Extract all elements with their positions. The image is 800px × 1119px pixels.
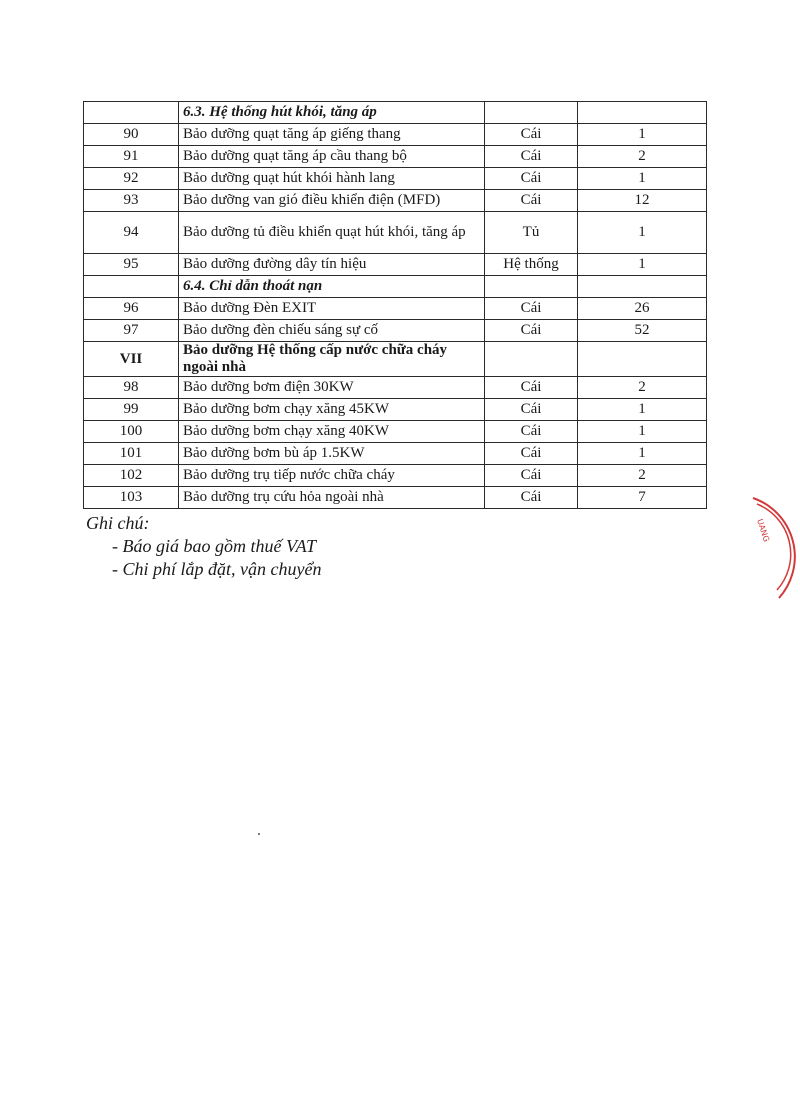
unit-cell: Tủ (485, 212, 578, 254)
table-row (84, 168, 707, 190)
note-item: - Chi phí lắp đặt, vận chuyển (112, 559, 322, 579)
quantity-cell: 1 (578, 421, 707, 443)
row-number-cell: 91 (84, 146, 179, 168)
item-name-cell: 6.3. Hệ thống hút khói, tăng áp (179, 102, 485, 124)
row-number-cell: VII (84, 342, 179, 377)
row-number-cell: 93 (84, 190, 179, 212)
table-row (84, 465, 707, 487)
company-stamp (735, 490, 800, 608)
unit-cell: Cái (485, 124, 578, 146)
row-number-cell: 96 (84, 298, 179, 320)
table-row (84, 212, 707, 254)
quantity-cell: 1 (578, 443, 707, 465)
unit-cell: Cái (485, 190, 578, 212)
item-name-cell: Bảo dưỡng quạt hút khói hành lang (179, 168, 485, 190)
quantity-cell: 2 (578, 146, 707, 168)
unit-cell: Cái (485, 377, 578, 399)
row-number-cell: 103 (84, 487, 179, 509)
row-number-cell: 98 (84, 377, 179, 399)
unit-cell: Hệ thống (485, 254, 578, 276)
unit-cell (485, 342, 578, 377)
unit-cell: Cái (485, 168, 578, 190)
notes-heading: Ghi chú: (86, 513, 150, 533)
quantity-cell: 7 (578, 487, 707, 509)
table-row (84, 421, 707, 443)
item-name-cell: Bảo dưỡng bơm điện 30KW (179, 377, 485, 399)
item-name-cell: 6.4. Chỉ dẫn thoát nạn (179, 276, 485, 298)
item-name-cell: Bảo dưỡng Hệ thống cấp nước chữa cháy ngoài nhà (179, 342, 485, 377)
quantity-cell: 1 (578, 399, 707, 421)
row-number-cell (84, 102, 179, 124)
table-row (84, 190, 707, 212)
item-name-cell: Bảo dưỡng quạt tăng áp giếng thang (179, 124, 485, 146)
row-number-cell: 101 (84, 443, 179, 465)
item-name-cell: Bảo dưỡng bơm chạy xăng 45KW (179, 399, 485, 421)
item-name-cell: Bảo dưỡng bơm chạy xăng 40KW (179, 421, 485, 443)
quantity-cell: 1 (578, 168, 707, 190)
table-row (84, 254, 707, 276)
unit-cell: Cái (485, 399, 578, 421)
table-row (84, 377, 707, 399)
section-row (84, 102, 707, 124)
unit-cell: Cái (485, 298, 578, 320)
quantity-cell: 26 (578, 298, 707, 320)
table-row (84, 443, 707, 465)
scan-speck (258, 833, 260, 835)
unit-cell: Cái (485, 465, 578, 487)
table-row (84, 399, 707, 421)
row-number-cell (84, 276, 179, 298)
quotation-table (83, 101, 707, 509)
quantity-cell: 2 (578, 465, 707, 487)
item-name-cell: Bảo dưỡng Đèn EXIT (179, 298, 485, 320)
unit-cell: Cái (485, 443, 578, 465)
row-number-cell: 97 (84, 320, 179, 342)
item-name-cell: Bảo dưỡng trụ cứu hỏa ngoài nhà (179, 487, 485, 509)
section-row (84, 276, 707, 298)
item-name-cell: Bảo dưỡng quạt tăng áp cầu thang bộ (179, 146, 485, 168)
quantity-cell (578, 102, 707, 124)
item-name-cell: Bảo dưỡng đường dây tín hiệu (179, 254, 485, 276)
quantity-cell (578, 276, 707, 298)
quantity-cell: 1 (578, 212, 707, 254)
quantity-cell (578, 342, 707, 377)
svg-text:UANG: UANG (755, 517, 771, 543)
quantity-cell: 52 (578, 320, 707, 342)
row-number-cell: 100 (84, 421, 179, 443)
item-name-cell: Bảo dưỡng tủ điều khiển quạt hút khói, tăng áp (179, 212, 485, 254)
unit-cell (485, 276, 578, 298)
table-row (84, 146, 707, 168)
item-name-cell: Bảo dưỡng đèn chiếu sáng sự cố (179, 320, 485, 342)
unit-cell: Cái (485, 487, 578, 509)
row-number-cell: 90 (84, 124, 179, 146)
quantity-cell: 12 (578, 190, 707, 212)
row-number-cell: 95 (84, 254, 179, 276)
row-number-cell: 102 (84, 465, 179, 487)
quantity-cell: 2 (578, 377, 707, 399)
unit-cell: Cái (485, 320, 578, 342)
quantity-cell: 1 (578, 254, 707, 276)
table-row (84, 320, 707, 342)
item-name-cell: Bảo dưỡng trụ tiếp nước chữa cháy (179, 465, 485, 487)
table-row (84, 298, 707, 320)
major-section-row (84, 342, 707, 377)
table-row (84, 124, 707, 146)
row-number-cell: 99 (84, 399, 179, 421)
item-name-cell: Bảo dưỡng bơm bù áp 1.5KW (179, 443, 485, 465)
notes-block (86, 512, 321, 581)
row-number-cell: 94 (84, 212, 179, 254)
quotation-table-body (84, 102, 707, 509)
note-item: - Báo giá bao gồm thuế VAT (112, 536, 316, 556)
unit-cell: Cái (485, 421, 578, 443)
table-row (84, 487, 707, 509)
unit-cell (485, 102, 578, 124)
quantity-cell: 1 (578, 124, 707, 146)
row-number-cell: 92 (84, 168, 179, 190)
unit-cell: Cái (485, 146, 578, 168)
item-name-cell: Bảo dưỡng van gió điều khiển điện (MFD) (179, 190, 485, 212)
